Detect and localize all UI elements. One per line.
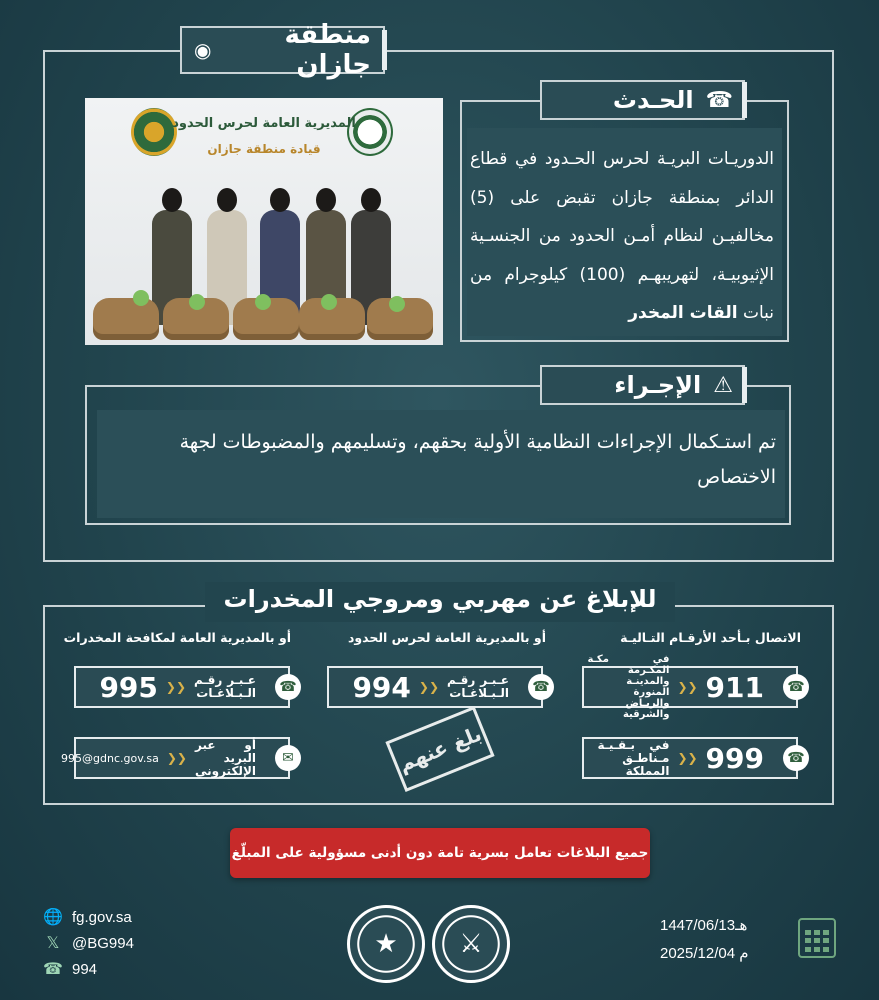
- date-hijri: 1447/06/13هـ: [660, 917, 748, 934]
- report-them-stamp: بلغ عنهم: [385, 706, 494, 792]
- hotline-911-card[interactable]: [582, 654, 805, 720]
- report-title: للإبلاغ عن مهربي ومروجي المخدرات: [223, 585, 657, 613]
- khat-bundle: [389, 296, 405, 312]
- column-head-border-guard: أو بالمديرية العامة لحرس الحدود: [347, 630, 546, 645]
- border-guard-seal-icon: ★: [347, 905, 425, 983]
- email-card[interactable]: [61, 737, 294, 779]
- hotline-994-card[interactable]: [327, 666, 550, 708]
- divider-bar: [742, 367, 747, 403]
- chevron-icon: ❮❮: [418, 680, 439, 694]
- phone-icon: ☎: [43, 961, 63, 978]
- incident-photo: [85, 98, 443, 345]
- website-text: fg.gov.sa: [72, 908, 132, 926]
- hotline-label: عـبـر رقـم الـبـلاغـات: [194, 673, 256, 700]
- chevron-icon: ❮❮: [677, 680, 698, 694]
- website-link[interactable]: [44, 908, 132, 926]
- chevron-icon: ❮❮: [677, 751, 698, 765]
- date-gregorian: 2025/12/04 م: [660, 945, 749, 962]
- action-tab: [540, 365, 745, 405]
- chevron-icon: ❮❮: [166, 751, 187, 765]
- phone-link[interactable]: [44, 960, 97, 978]
- confidentiality-notice: جميع البلاغات تعامل بسرية تامة دون أدنى مسؤولية على المبلّغ: [230, 828, 650, 878]
- siren-icon: ⚠: [713, 372, 733, 398]
- khat-bundle: [255, 294, 271, 310]
- khat-bundle: [133, 290, 149, 306]
- action-title: الإجـراء: [614, 371, 702, 399]
- x-link[interactable]: [44, 934, 134, 952]
- photo-org-name: المديرية العامة لحرس الحدود: [172, 116, 356, 131]
- email-label: أو عبر البريد الإلكتروني: [194, 737, 256, 778]
- khat-bundle: [189, 294, 205, 310]
- hotline-label: في بـقـيـة مـناطـق المملكة: [597, 737, 670, 778]
- phone-text: 994: [72, 960, 98, 978]
- column-head-numbers: الاتصال بـأحد الأرقـام التـاليـة: [620, 630, 801, 645]
- phone-icon: ☎: [275, 674, 301, 700]
- globe-icon: 🌐: [43, 909, 63, 926]
- x-handle: @BG994: [72, 934, 134, 952]
- mail-icon: ✉: [275, 745, 301, 771]
- phone-icon: ☎: [783, 745, 809, 771]
- event-title: الحـدث: [612, 86, 694, 114]
- hotline-label: في مكـة المكـرمة والمدينـة المنورة والريـاض والشرقية: [587, 654, 670, 720]
- saudi-emblem-seal-icon: ⚔: [432, 905, 510, 983]
- sack: [93, 298, 159, 340]
- hotline-number: 911: [705, 670, 764, 704]
- event-tab: [540, 80, 745, 120]
- email-address[interactable]: 995@gdnc.gov.sa: [61, 751, 159, 765]
- chevron-icon: ❮❮: [165, 680, 186, 694]
- region-tab: [180, 20, 385, 80]
- column-head-narcotics: أو بالمديرية العامة لمكافحة المخدرات: [63, 630, 291, 645]
- khat-bundle: [321, 294, 337, 310]
- binoculars-icon: ◉: [194, 38, 212, 62]
- hotline-number: 999: [705, 741, 764, 775]
- photo-org-sub: قيادة منطقة جازان: [207, 142, 321, 156]
- region-title: منطقة جازان: [284, 20, 371, 80]
- hotline-number: 995: [99, 670, 158, 704]
- radio-icon: ☎: [705, 87, 733, 113]
- hotline-999-card[interactable]: [582, 737, 805, 779]
- hotline-number: 994: [352, 670, 411, 704]
- hotline-995-card[interactable]: [74, 666, 297, 708]
- hotline-label: عـبـر رقـم الـبـلاغـات: [447, 673, 509, 700]
- calendar-icon: [798, 918, 836, 958]
- x-logo-icon: 𝕏: [46, 935, 60, 952]
- phone-icon: ☎: [783, 674, 809, 700]
- phone-icon: ☎: [528, 674, 554, 700]
- action-text: تم استـكمال الإجراءات النظامية الأولية بحقهم، وتسليمهم والمضبوطات لجهة الاختصاص: [179, 431, 776, 488]
- divider-bar: [382, 30, 387, 70]
- event-text: الدوريـات البريـة لحرس الحـدود في قطاع الدائر بمنطقة جازان تقبض على (5) مخالفيـن لنظام أمـن الحدود من الجنسـية الإثيوبيـة، لتهريبهـم (100) كيلوجرام من نبات القات المخدر: [470, 149, 774, 323]
- event-text-bold: القات المخدر: [628, 303, 738, 323]
- divider-bar: [742, 82, 747, 118]
